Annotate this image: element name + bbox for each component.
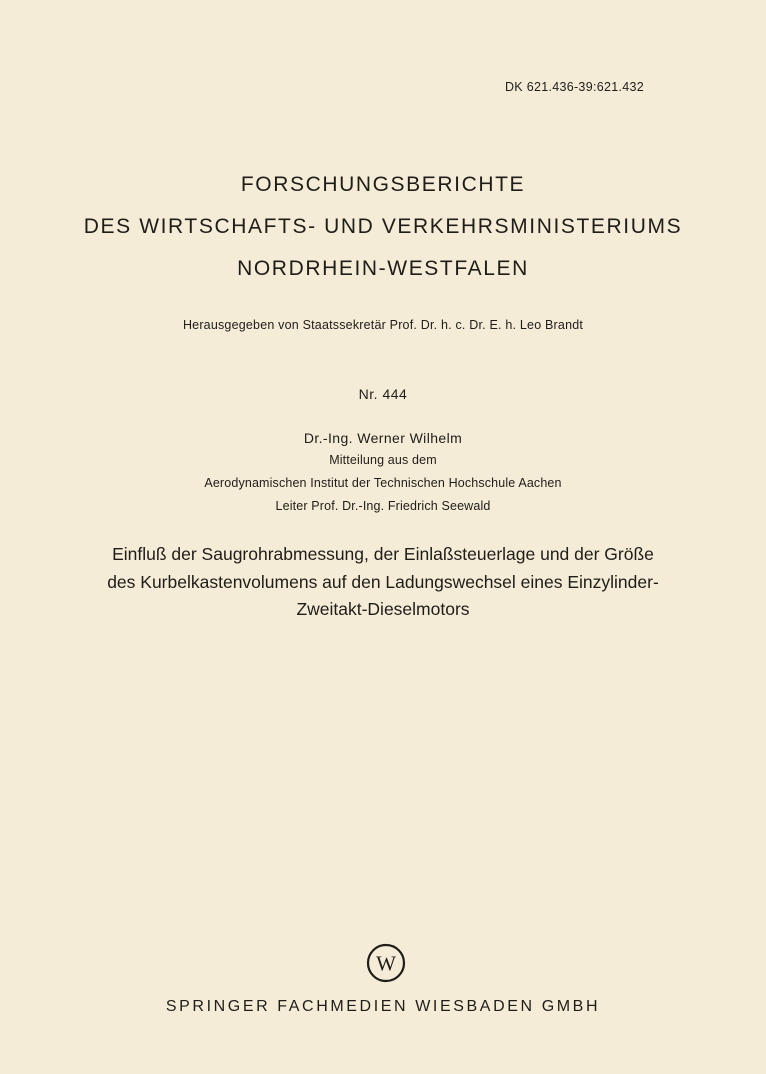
editor-line: Herausgegeben von Staatssekretär Prof. Dr. h. c. Dr. E. h. Leo Brandt	[182, 318, 584, 332]
series-title-line-2: DES WIRTSCHAFTS- UND VERKEHRSMINISTERIUMS	[83, 215, 683, 238]
series-title	[0, 164, 766, 290]
publisher-logo-letter: W	[376, 951, 396, 976]
series-title-line-3: NORDRHEIN-WESTFALEN	[237, 257, 529, 280]
affiliation-line-3: Leiter Prof. Dr.-Ing. Friedrich Seewald	[275, 499, 491, 513]
paper-title-line-2: des Kurbelkastenvolumens auf den Ladungswechsel eines Einzylinder-	[107, 571, 659, 592]
publisher-name: SPRINGER FACHMEDIEN WIESBADEN GMBH	[165, 998, 601, 1015]
classification-code: DK 621.436-39:621.432	[504, 80, 644, 94]
paper-title-line-3: Zweitakt-Dieselmotors	[296, 599, 470, 619]
publisher-logo-icon	[366, 943, 406, 983]
issue-number: Nr. 444	[358, 386, 408, 402]
paper-title	[0, 541, 766, 624]
author-block	[0, 427, 766, 518]
affiliation-line-1: Mitteilung aus dem	[329, 453, 437, 467]
series-title-line-1: FORSCHUNGSBERICHTE	[240, 173, 526, 196]
affiliation-line-2: Aerodynamischen Institut der Technischen Hochschule Aachen	[204, 476, 562, 490]
paper-title-line-1: Einfluß der Saugrohrabmessung, der Einlaßsteuerlage und der Größe	[112, 544, 654, 564]
author-name: Dr.-Ing. Werner Wilhelm	[303, 430, 463, 446]
